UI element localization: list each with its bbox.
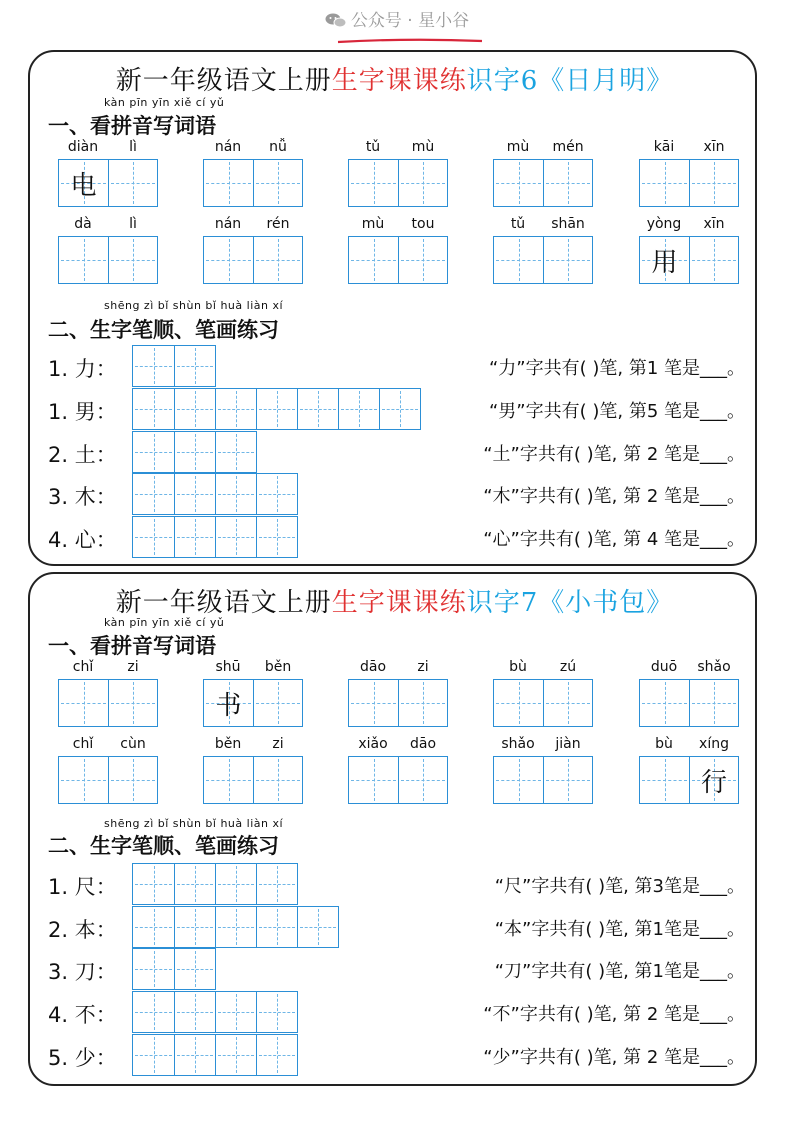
pinyin-syllable: dà [74,216,92,232]
word-item [639,657,739,727]
filled-character: 电 [70,170,97,201]
title-red: 生字课课练 [331,66,467,96]
stroke-grid [132,906,339,948]
writing-boxes [203,756,303,804]
title-red: 生字课课练 [331,588,467,618]
stroke-cell[interactable] [215,389,256,429]
filled-character [349,160,398,206]
pinyin-syllable: zi [417,659,429,675]
stroke-cell[interactable] [174,474,215,514]
word-item [639,734,739,804]
tianzige-box[interactable] [59,160,108,206]
writing-boxes [348,159,448,207]
pinyin [348,137,448,159]
character-label: 1. 尺： [48,875,117,899]
section2-title: 二、生字笔顺、笔画练习 [48,834,279,858]
tianzige-box[interactable] [108,160,157,206]
stroke-cell[interactable] [338,389,379,429]
pinyin-syllable: kāi [653,139,675,155]
character-label: 4. 心： [48,528,117,552]
stroke-cell[interactable] [215,474,256,514]
pinyin [58,214,158,236]
stroke-cell[interactable] [174,949,215,989]
stroke-cell[interactable] [256,389,297,429]
pinyin-syllable: bù [509,659,527,675]
word-item [348,214,448,284]
section2-title: 二、生字笔顺、笔画练习 [48,318,279,342]
section2-pinyin: shēng zì bǐ shùn bǐ huà liàn xí [104,817,284,830]
word-item [58,137,158,207]
writing-boxes [348,756,448,804]
tianzige-box[interactable] [59,237,108,283]
filled-character [254,757,302,803]
stroke-row [30,1034,759,1076]
word-item [348,734,448,804]
stroke-cell[interactable] [256,992,297,1032]
title-prefix: 新一年级语文上册 [115,588,332,618]
tianzige-box[interactable] [494,757,543,803]
filled-character [544,237,592,283]
stroke-cell[interactable] [256,474,297,514]
tianzige-box[interactable] [494,237,543,283]
word-item [639,137,739,207]
stroke-row [30,388,759,430]
pinyin [493,137,593,159]
watermark-underline [336,37,484,45]
word-item [348,657,448,727]
stroke-question: “心”字共有( )笔, 第 4 笔是___。 [483,529,745,550]
stroke-cell[interactable] [215,517,256,557]
writing-boxes [58,159,158,207]
pinyin [348,657,448,679]
word-item [639,214,739,284]
pinyin [203,734,303,756]
stroke-cell[interactable] [215,907,256,947]
stroke-cell[interactable] [215,864,256,904]
pinyin-syllable: zi [272,736,284,752]
pinyin-syllable: yòng [646,216,682,232]
pinyin-syllable: zú [559,659,577,675]
tianzige-box[interactable] [640,680,689,726]
stroke-cell[interactable] [133,474,174,514]
worksheet-2 [28,572,757,1086]
stroke-cell[interactable] [133,432,174,472]
pinyin-syllable: nán [214,139,242,155]
word-item [58,657,158,727]
stroke-cell[interactable] [174,389,215,429]
pinyin-syllable: běn [214,736,242,752]
filled-character [640,757,689,803]
stroke-cell[interactable] [215,432,256,472]
stroke-grid [132,473,298,515]
word-item [203,137,303,207]
writing-boxes [639,159,739,207]
stroke-question: “尺”字共有( )笔, 第3笔是___。 [494,876,745,897]
filled-character [109,160,157,206]
worksheet-1 [28,50,757,566]
writing-boxes [203,159,303,207]
section2-pinyin: shēng zì bǐ shùn bǐ huà liàn xí [104,299,284,312]
section1-pinyin: kàn pīn yīn xiě cí yǔ [104,96,225,109]
tianzige-box[interactable] [640,160,689,206]
pinyin-syllable: diàn [67,139,99,155]
tianzige-box[interactable] [543,160,592,206]
stroke-cell[interactable] [297,389,338,429]
pinyin [493,734,593,756]
filled-character [399,680,447,726]
stroke-grid [132,1034,298,1076]
tianzige-box[interactable] [494,160,543,206]
filled-character [640,680,689,726]
title-blue: 识字6《日月明》 [466,66,674,96]
tianzige-box[interactable] [59,757,108,803]
filled-character [544,757,592,803]
stroke-cell[interactable] [133,517,174,557]
tianzige-box[interactable] [253,757,302,803]
pinyin-syllable: shǎo [501,736,535,752]
stroke-cell[interactable] [133,864,174,904]
pinyin [203,657,303,679]
filled-character [254,237,302,283]
pinyin [348,734,448,756]
tianzige-box[interactable] [689,160,738,206]
filled-character [690,237,738,283]
stroke-question: “力”字共有( )笔, 第1 笔是___。 [488,358,745,379]
filled-character [59,237,108,283]
stroke-question: “本”字共有( )笔, 第1笔是___。 [494,919,745,940]
tianzige-box[interactable] [543,680,592,726]
watermark-text: 公众号 · 星小谷 [350,11,470,31]
stroke-cell[interactable] [174,907,215,947]
pinyin-syllable: nǚ [269,139,287,155]
stroke-cell[interactable] [133,949,174,989]
stroke-cell[interactable] [133,907,174,947]
word-item [58,214,158,284]
tianzige-box[interactable] [204,680,253,726]
pinyin-syllable: xiǎo [358,736,388,752]
stroke-row [30,948,759,990]
pinyin [348,214,448,236]
stroke-grid [132,388,421,430]
filled-character [204,160,253,206]
word-item [493,657,593,727]
pinyin-syllable: mù [361,216,385,232]
stroke-cell[interactable] [256,907,297,947]
stroke-grid [132,516,298,558]
pinyin-syllable: xīn [703,216,725,232]
pinyin [639,214,739,236]
writing-boxes [58,756,158,804]
tianzige-box[interactable] [689,757,738,803]
stroke-question: “土”字共有( )笔, 第 2 笔是___。 [483,444,745,465]
stroke-cell[interactable] [174,864,215,904]
stroke-cell[interactable] [174,992,215,1032]
tianzige-box[interactable] [689,237,738,283]
word-item [493,734,593,804]
title-prefix: 新一年级语文上册 [115,66,332,96]
character-label: 3. 木： [48,485,117,509]
wechat-icon [325,13,347,28]
pinyin [58,657,158,679]
tianzige-box[interactable] [108,680,157,726]
filled-character [690,680,738,726]
tianzige-box[interactable] [253,237,302,283]
word-item [493,137,593,207]
pinyin-syllable: shū [215,659,241,675]
writing-boxes [203,679,303,727]
pinyin-syllable: duō [650,659,678,675]
filled-character [640,160,689,206]
pinyin-syllable: chǐ [72,736,94,752]
pinyin [639,137,739,159]
writing-boxes [58,236,158,284]
stroke-question: “木”字共有( )笔, 第 2 笔是___。 [483,486,745,507]
stroke-cell[interactable] [133,346,174,386]
stroke-cell[interactable] [215,992,256,1032]
stroke-question: “少”字共有( )笔, 第 2 笔是___。 [483,1047,745,1068]
word-item [203,657,303,727]
pinyin-syllable: tou [411,216,435,232]
character-label: 2. 土： [48,443,117,467]
stroke-question: “不”字共有( )笔, 第 2 笔是___。 [483,1004,745,1025]
tianzige-box[interactable] [108,757,157,803]
writing-boxes [639,756,739,804]
filled-character: 行 [700,767,727,798]
tianzige-box[interactable] [543,757,592,803]
pinyin-syllable: mù [411,139,435,155]
tianzige-box[interactable] [543,237,592,283]
filled-character [254,160,302,206]
stroke-question: “男”字共有( )笔, 第5 笔是___。 [488,401,745,422]
filled-character [494,680,543,726]
writing-boxes [639,679,739,727]
filled-character [109,680,157,726]
writing-boxes [493,756,593,804]
tianzige-box[interactable] [349,237,398,283]
pinyin-syllable: dāo [359,659,387,675]
section1-pinyin: kàn pīn yīn xiě cí yǔ [104,616,225,629]
filled-character [399,237,447,283]
filled-character: 书 [215,690,242,721]
tianzige-box[interactable] [204,160,253,206]
tianzige-box[interactable] [108,237,157,283]
filled-character [109,237,157,283]
filled-character [399,757,447,803]
pinyin-syllable: tǔ [365,139,381,155]
pinyin-syllable: zi [127,659,139,675]
pinyin-syllable: nán [214,216,242,232]
stroke-cell[interactable] [133,1035,174,1075]
writing-boxes [348,236,448,284]
pinyin-syllable: shān [551,216,585,232]
word-item [203,734,303,804]
stroke-row [30,516,759,558]
pinyin [203,214,303,236]
pinyin [639,734,739,756]
worksheet-title [30,60,759,97]
filled-character [204,237,253,283]
pinyin-syllable: lì [129,139,137,155]
pinyin [203,137,303,159]
writing-boxes [348,679,448,727]
tianzige-box[interactable] [253,680,302,726]
character-label: 5. 少： [48,1046,117,1070]
section1-title: 一、看拼音写词语 [48,114,216,138]
pinyin-syllable: mén [552,139,584,155]
filled-character [349,680,398,726]
stroke-grid [132,863,298,905]
writing-boxes [203,236,303,284]
filled-character [59,757,108,803]
tianzige-box[interactable] [349,680,398,726]
pinyin-syllable: chǐ [72,659,94,675]
writing-boxes [639,236,739,284]
stroke-cell[interactable] [256,864,297,904]
stroke-cell[interactable] [256,1035,297,1075]
writing-boxes [493,159,593,207]
pinyin [58,734,158,756]
writing-boxes [493,236,593,284]
tianzige-box[interactable] [349,757,398,803]
pinyin-syllable: mù [506,139,530,155]
pinyin-syllable: xīn [703,139,725,155]
title-blue: 识字7《小书包》 [466,588,674,618]
word-item [58,734,158,804]
pinyin [58,137,158,159]
tianzige-box[interactable] [349,160,398,206]
pinyin-syllable: shǎo [697,659,731,675]
tianzige-box[interactable] [204,757,253,803]
stroke-cell[interactable] [133,389,174,429]
filled-character [204,757,253,803]
stroke-cell[interactable] [256,517,297,557]
pinyin-syllable: tǔ [510,216,526,232]
stroke-cell[interactable] [174,346,215,386]
tianzige-box[interactable] [640,237,689,283]
stroke-row [30,991,759,1033]
filled-character [254,680,302,726]
character-label: 3. 刀： [48,960,117,984]
filled-character [109,757,157,803]
filled-character [544,160,592,206]
tianzige-box[interactable] [59,680,108,726]
writing-boxes [58,679,158,727]
pinyin-syllable: xíng [699,736,729,752]
stroke-cell[interactable] [174,1035,215,1075]
stroke-grid [132,345,216,387]
pinyin [639,657,739,679]
filled-character [494,160,543,206]
word-item [348,137,448,207]
worksheet-title [30,582,759,619]
stroke-cell[interactable] [297,907,338,947]
stroke-cell[interactable] [133,992,174,1032]
stroke-cell[interactable] [215,1035,256,1075]
tianzige-box[interactable] [494,680,543,726]
filled-character [399,160,447,206]
pinyin [493,214,593,236]
pinyin-syllable: rén [266,216,290,232]
pinyin [493,657,593,679]
stroke-grid [132,431,257,473]
stroke-row [30,863,759,905]
filled-character [349,237,398,283]
pinyin-syllable: cùn [120,736,146,752]
stroke-row [30,473,759,515]
tianzige-box[interactable] [253,160,302,206]
pinyin-syllable: jiàn [555,736,581,752]
stroke-cell[interactable] [174,517,215,557]
pinyin-syllable: běn [264,659,292,675]
word-item [493,214,593,284]
filled-character [349,757,398,803]
character-label: 1. 男： [48,400,117,424]
tianzige-box[interactable] [398,160,447,206]
word-item [203,214,303,284]
tianzige-box[interactable] [398,237,447,283]
tianzige-box[interactable] [398,757,447,803]
filled-character: 用 [651,247,678,278]
character-label: 2. 本： [48,918,117,942]
tianzige-box[interactable] [640,757,689,803]
filled-character [494,237,543,283]
filled-character [690,160,738,206]
filled-character [494,757,543,803]
stroke-grid [132,948,216,990]
tianzige-box[interactable] [689,680,738,726]
filled-character [59,680,108,726]
pinyin-syllable: lì [129,216,137,232]
stroke-cell[interactable] [379,389,420,429]
tianzige-box[interactable] [398,680,447,726]
stroke-cell[interactable] [174,432,215,472]
writing-boxes [493,679,593,727]
watermark [0,6,794,31]
stroke-grid [132,991,298,1033]
pinyin-syllable: bù [655,736,673,752]
character-label: 4. 不： [48,1003,117,1027]
character-label: 1. 力： [48,357,117,381]
stroke-row [30,906,759,948]
filled-character [544,680,592,726]
tianzige-box[interactable] [204,237,253,283]
pinyin-syllable: dāo [409,736,437,752]
stroke-row [30,431,759,473]
stroke-question: “刀”字共有( )笔, 第1笔是___。 [494,961,745,982]
section1-title: 一、看拼音写词语 [48,634,216,658]
stroke-row [30,345,759,387]
